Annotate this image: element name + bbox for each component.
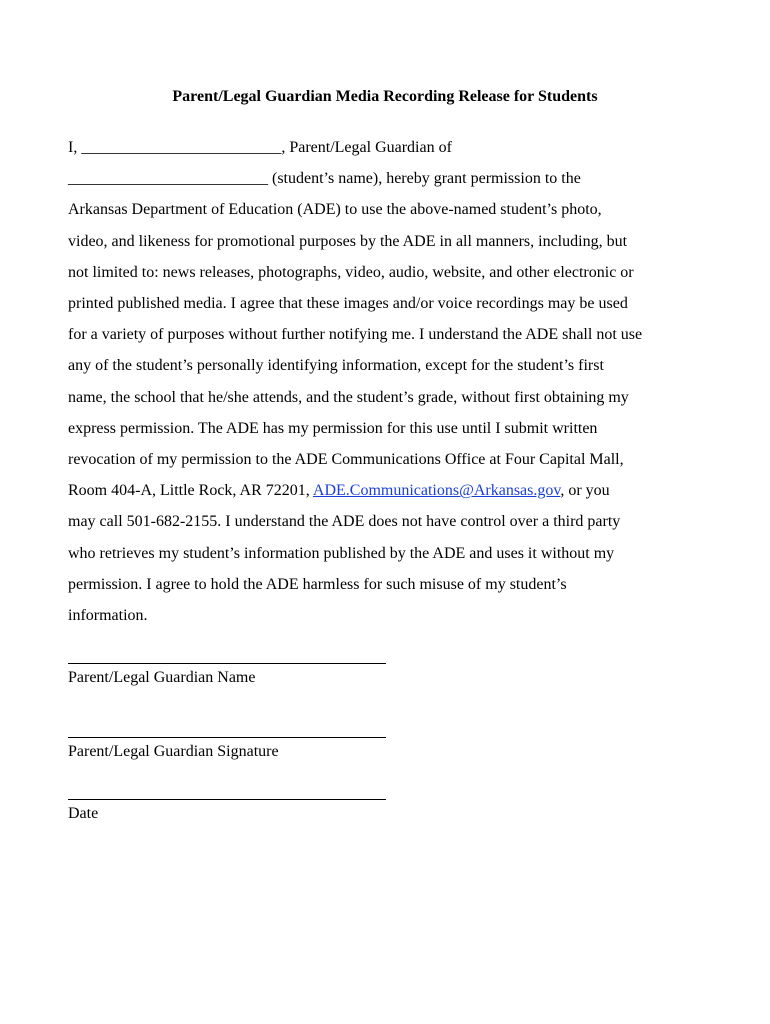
- paragraph-line: any of the student’s personally identifying information, except for the student’s first: [68, 357, 604, 375]
- paragraph-line-with-link: [68, 475, 718, 506]
- paragraph-line: printed published media. I agree that these images and/or voice recordings may be used: [68, 295, 628, 313]
- guardian-name-line[interactable]: [68, 663, 386, 664]
- guardian-signature-block: [68, 737, 468, 762]
- paragraph-line: I, _________________________, Parent/Legal Guardian of: [68, 139, 452, 156]
- paragraph-line: information.: [68, 607, 148, 625]
- paragraph-line: who retrieves my student’s information published by the ADE and uses it without my: [68, 544, 615, 562]
- guardian-signature-line[interactable]: [68, 737, 386, 738]
- guardian-name-label: Parent/Legal Guardian Name: [68, 669, 256, 686]
- guardian-signature-label: Parent/Legal Guardian Signature: [68, 743, 279, 760]
- date-block: [68, 799, 468, 824]
- paragraph-line: name, the school that he/she attends, and the student’s grade, without first obtaining my: [68, 388, 629, 406]
- paragraph-line: express permission. The ADE has my permission for this use until I submit written: [68, 419, 598, 437]
- guardian-name-block: [68, 663, 468, 688]
- paragraph-line: _________________________ (student’s name), hereby grant permission to the: [68, 170, 581, 188]
- paragraph-line: for a variety of purposes without further notifying me. I understand the ADE shall not use: [68, 326, 643, 344]
- paragraph-line: may call 501-682-2155. I understand the ADE does not have control over a third party: [68, 513, 621, 531]
- paragraph-line: video, and likeness for promotional purposes by the ADE in all manners, including, but: [68, 232, 628, 250]
- paragraph-line: Arkansas Department of Education (ADE) to use the above-named student’s photo,: [68, 201, 602, 219]
- date-line[interactable]: [68, 799, 386, 800]
- paragraph-line: not limited to: news releases, photographs, video, audio, website, and other electronic or: [68, 263, 634, 281]
- paragraph-line: revocation of my permission to the ADE Communications Office at Four Capital Mall,: [68, 451, 624, 469]
- address-text: Room 404-A, Little Rock, AR 72201,: [68, 482, 313, 500]
- release-paragraph: [68, 132, 718, 631]
- date-label: Date: [68, 805, 99, 822]
- email-link[interactable]: ADE.Communications@Arkansas.gov: [312, 482, 561, 500]
- document-title: Parent/Legal Guardian Media Recording Release for Students: [172, 88, 598, 105]
- after-link-text: , or you: [560, 482, 610, 500]
- paragraph-line: permission. I agree to hold the ADE harmless for such misuse of my student’s: [68, 575, 567, 593]
